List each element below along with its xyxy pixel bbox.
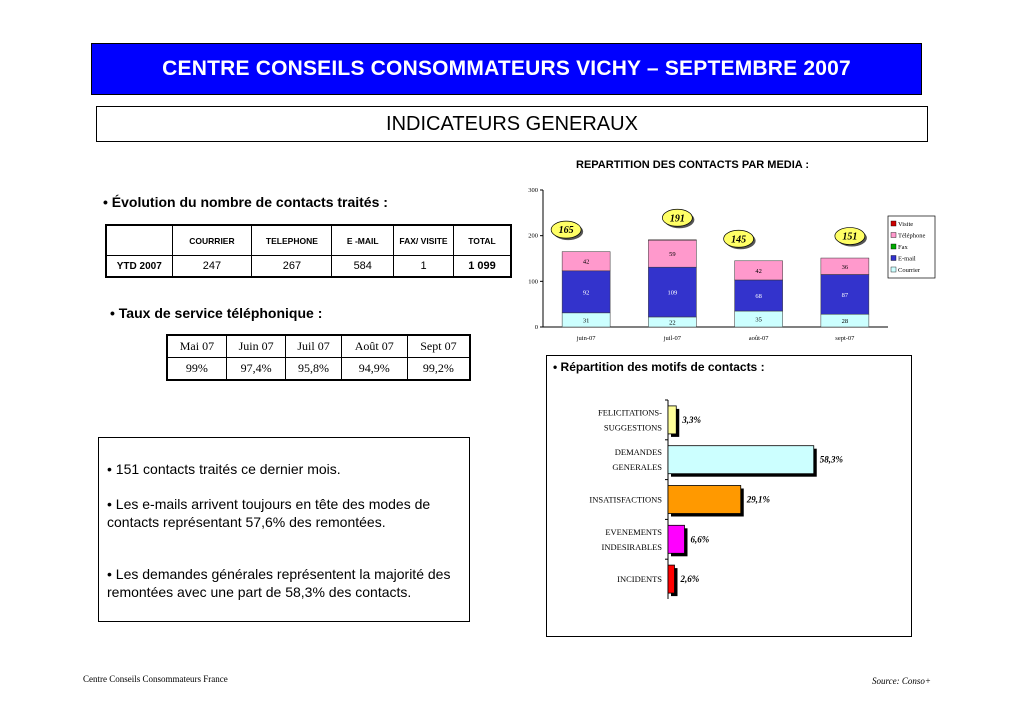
email-value: 584 <box>332 256 394 278</box>
x-tick-label: août-07 <box>748 335 769 342</box>
motifs-box <box>546 355 912 637</box>
bar-value-label: 29,1% <box>746 494 770 505</box>
bar-value-label: 6,6% <box>690 534 710 545</box>
total-label: 191 <box>669 213 685 225</box>
legend-swatch <box>891 233 896 238</box>
x-tick-label: juil-07 <box>663 335 682 342</box>
legend-swatch <box>891 221 896 226</box>
category-label: INDESIRABLES <box>601 541 662 552</box>
table-header-cell <box>106 225 172 256</box>
rate-cell: 94,9% <box>341 358 407 381</box>
contacts-heading: • Évolution du nombre de contacts traités : <box>103 194 388 210</box>
legend-swatch <box>891 256 896 261</box>
segment-label: 22 <box>669 319 676 327</box>
courrier-value: 247 <box>172 256 252 278</box>
page-subtitle: INDICATEURS GENERAUX <box>96 106 928 142</box>
bar <box>668 486 741 514</box>
rate-cell: 99,2% <box>407 358 470 381</box>
month-cell: Août 07 <box>341 335 407 358</box>
segment-label: 92 <box>582 289 590 297</box>
segment-label: 68 <box>755 292 762 300</box>
category-label: INCIDENTS <box>617 574 662 585</box>
category-label: GENERALES <box>612 462 662 473</box>
x-tick-label: sept-07 <box>835 335 855 342</box>
contacts-table <box>105 224 512 278</box>
x-tick-label: juin-07 <box>576 335 596 342</box>
legend-label: Visite <box>898 221 914 228</box>
page-title: CENTRE CONSEILS CONSOMMATEURS VICHY – SEPTEMBRE 2007 <box>91 43 922 95</box>
segment-label: 59 <box>669 251 676 259</box>
media-chart <box>510 180 940 350</box>
segment-label: 42 <box>582 258 590 266</box>
fax-visite-value: 1 <box>394 256 454 278</box>
total-value: 1 099 <box>453 256 511 278</box>
footer-left: Centre Conseils Consommateurs France <box>83 674 228 684</box>
legend-label: Fax <box>898 244 908 251</box>
month-cell: Sept 07 <box>407 335 470 358</box>
table-header-cell: COURRIER <box>172 225 252 256</box>
y-tick-label: 300 <box>528 187 538 194</box>
bar-value-label: 3,3% <box>682 414 701 425</box>
service-rates-row <box>167 358 470 381</box>
month-cell: Juin 07 <box>226 335 286 358</box>
category-label: INSATISFACTIONS <box>589 494 662 505</box>
legend-label: Courrier <box>898 267 921 274</box>
segment-label: 28 <box>841 318 849 326</box>
service-heading: • Taux de service téléphonique : <box>110 305 323 321</box>
telephone-value: 267 <box>252 256 332 278</box>
motifs-heading: • Répartition des motifs de contacts : <box>553 360 765 374</box>
category-label: SUGGESTIONS <box>603 422 662 433</box>
month-cell: Juil 07 <box>286 335 341 358</box>
legend-swatch <box>891 267 896 272</box>
rate-cell: 95,8% <box>286 358 341 381</box>
table-header-row <box>106 225 511 256</box>
bar <box>668 525 685 553</box>
y-tick-label: 100 <box>528 278 538 286</box>
bar <box>668 446 814 474</box>
segment-label: 36 <box>841 263 849 271</box>
service-table <box>166 334 471 381</box>
category-label: EVENEMENTS <box>605 526 662 537</box>
total-label: 145 <box>731 234 747 246</box>
summary-box <box>98 437 470 622</box>
summary-line: • 151 contacts traités ce dernier mois. <box>107 461 341 477</box>
bar-value-label: 58,3% <box>819 454 843 465</box>
service-months-row <box>167 335 470 358</box>
segment-label: 87 <box>841 291 849 299</box>
segment-label: 31 <box>582 317 590 325</box>
table-header-cell: E -MAIL <box>332 225 394 256</box>
bar-value-label: 2,6% <box>680 574 700 585</box>
rate-cell: 97,4% <box>226 358 286 381</box>
segment-label: 109 <box>667 289 678 297</box>
summary-line: • Les e-mails arrivent toujours en tête des modes de contacts représentant 57,6% des remontées. <box>107 496 431 530</box>
table-row <box>106 256 511 278</box>
category-label: FELICITATIONS- <box>597 407 662 418</box>
table-header-cell: TOTAL <box>453 225 511 256</box>
table-header-cell: FAX/ VISITE <box>394 225 454 256</box>
legend-label: E-mail <box>898 255 916 263</box>
bar <box>668 406 676 434</box>
segment-label: 42 <box>755 267 762 275</box>
legend-swatch <box>891 244 896 249</box>
y-tick-label: 0 <box>534 324 538 331</box>
segment-label: 35 <box>755 316 762 324</box>
total-label: 151 <box>842 231 858 243</box>
row-label: YTD 2007 <box>106 256 172 278</box>
motifs-chart <box>547 356 911 636</box>
footer-source: Source: Conso+ <box>872 676 931 686</box>
table-header-cell: TELEPHONE <box>252 225 332 256</box>
rate-cell: 99% <box>167 358 226 381</box>
y-tick-label: 200 <box>528 232 538 240</box>
category-label: DEMANDES <box>614 447 662 458</box>
summary-line: • Les demandes générales représentent la majorité des remontées avec une part de 58,3% des contacts. <box>107 566 451 600</box>
bar <box>668 565 675 593</box>
total-label: 165 <box>558 225 574 237</box>
legend-label: Téléphone <box>898 232 926 240</box>
media-chart-title: REPARTITION DES CONTACTS PAR MEDIA : <box>576 159 810 171</box>
month-cell: Mai 07 <box>167 335 226 358</box>
